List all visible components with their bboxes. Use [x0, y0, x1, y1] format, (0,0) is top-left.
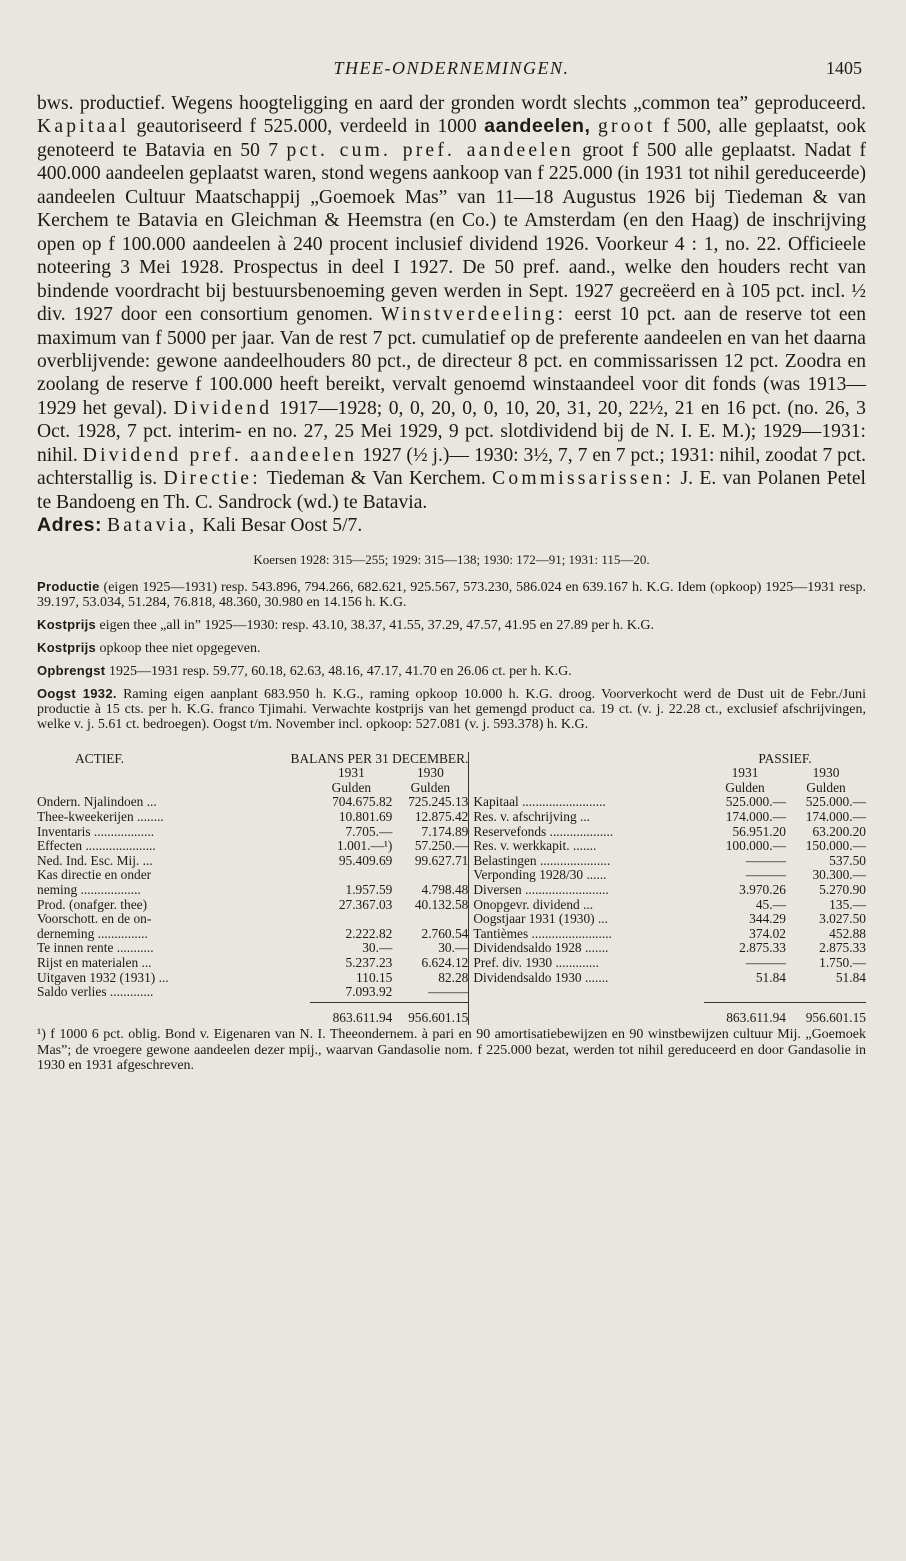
value-1931: 51.84 — [755, 969, 786, 985]
table-row — [473, 927, 866, 942]
value-1931: 374.02 — [749, 925, 786, 941]
heading-adres: Adres: — [37, 514, 103, 537]
value-1930: 537.50 — [829, 852, 866, 868]
text-run: 1927 (½ j.)— 1930: 3½, 7, 7 en 7 pct.; 1931: nihil, zoodat 7 pct. achterstallig is. — [37, 444, 866, 490]
table-row — [37, 927, 468, 942]
heading-dividend: Dividend — [173, 397, 273, 419]
value-1931: 56.951.20 — [732, 823, 786, 839]
text-run: 1917—1928; 0, 0, 20, 0, 0, 10, 20, 31, 20, 22½, 21 en 16 pct. (no. 26, 3 Oct. 1928, 7 pct. interim- en no. 27, 25 Mei 1929, 9 pct. slotdividend bij de N. I. E. M.); 1929—1931: nihil. — [37, 397, 866, 466]
value-1930: 6.624.12 — [421, 954, 469, 970]
table-row — [37, 810, 468, 825]
table-row — [473, 941, 866, 956]
row-label: Dividendsaldo 1928 ....... — [473, 941, 609, 956]
balance-header-row — [473, 752, 866, 767]
text-run: bws. productief. Wegens hoogteligging en aard der gronden wordt slechts „common tea” geproduceerd. — [37, 93, 866, 114]
row-label: Ned. Ind. Esc. Mij. ... — [37, 853, 153, 868]
note-productie — [37, 579, 866, 610]
table-row — [473, 810, 866, 825]
heading-dividend-pref: Dividend pref. aandeelen — [82, 444, 358, 466]
value-1930: 5.270.90 — [819, 881, 866, 897]
text-run: groot f 500 alle geplaatst. Nadat f 400.000 aandeelen geplaatst waren, stond wegens aankoop van f 225.000 (in 1931 tot nihil gereduceerde) aandeelen Cultuur Maatschappij „Goemoek Mas” van 11—18 Augustus 1926 bij Tiedeman & van Kerchem te Batavia en Gleichman & Heemstra (en Co.) te Amsterdam (en den Haag) de inschrijving open op f 100.000 aandeelen à 240 procent inclusief dividend 1926. Voorkeur 4 : 1, no. 22. Officieele noteering 3 Mei 1928. Prospectus in deel I 1927. De 50 pref. aand., welke den houders recht van bindende voordracht bij bestuursbenoeming geven werden in Sept. 1927 gecreëerd en à 105 pct. incl. ½ div. 1927 door een consortium genomen. — [37, 139, 866, 326]
row-label: Voorschott. en de on- — [37, 912, 152, 927]
value-1930: 51.84 — [835, 969, 866, 985]
value-1930: 40.132.58 — [414, 896, 469, 912]
row-label: Saldo verlies ............. — [37, 985, 154, 1000]
table-row — [37, 825, 468, 840]
heading-aandeelen: aandeelen, — [484, 115, 591, 138]
value-1931 — [310, 912, 392, 927]
value-1931: ——— — [745, 852, 786, 868]
value-1930: 2.760.54 — [421, 925, 469, 941]
text-batavia: Batavia, — [106, 515, 198, 537]
page-number: 1405 — [826, 58, 862, 78]
row-label: Tantièmes ........................ — [473, 926, 612, 941]
table-row — [473, 971, 866, 986]
row-label: Ondern. Njalindoen ... — [37, 795, 157, 810]
unit-label: Gulden — [410, 779, 451, 795]
value-1931 — [310, 868, 392, 883]
table-row — [37, 839, 468, 854]
value-1930: 30.— — [438, 940, 469, 956]
heading-pref-aandeelen: pct. cum. pref. aandeelen — [286, 139, 574, 161]
text-run: f 500, alle geplaatst, ook genoteerd te Batavia en 50 7 — [37, 116, 866, 161]
footnote: ¹) f 1000 6 pct. oblig. Bond v. Eigenaren van N. I. Theeondernem. à pari en 90 amortisatiebewijzen en 90 winstbewijzen cultuur Mij. „Goemoek Mas”; de vroegere gewone aandeelen dezer mpij., waarvan Gandasolie nom. f 225.000 bezat, werden tot nihil gereduceerd en door Gandasolie in 1930 en 1931 afgeschreven. — [37, 1027, 866, 1074]
value-1931: 7.705.— — [345, 823, 393, 839]
year-1931: 1931 — [337, 765, 365, 781]
value-1930: 174.000.— — [805, 808, 866, 824]
table-row — [473, 883, 866, 898]
value-1931: 3.970.26 — [739, 881, 786, 897]
row-label: derneming ............... — [37, 926, 148, 941]
value-1931: 10.801.69 — [338, 808, 393, 824]
row-label: Kas directie en onder — [37, 868, 152, 883]
value-1931: 1.001.—¹) — [337, 838, 393, 854]
value-1930: 82.28 — [438, 969, 469, 985]
value-1930: 4.798.48 — [421, 881, 469, 897]
balance-title: BALANS PER 31 DECEMBER. — [290, 750, 469, 766]
note-text: opkoop thee niet opgegeven. — [99, 640, 261, 656]
page-title: THEE-ONDERNEMINGEN. — [333, 58, 570, 78]
running-header — [37, 58, 866, 92]
total-1930: 956.601.15 — [408, 1009, 469, 1025]
row-label: neming .................. — [37, 882, 141, 897]
passief-rows — [473, 795, 866, 985]
note-text: Raming eigen aanplant 683.950 h. K.G., raming opkoop 10.000 h. K.G. droog. Voorverkocht werd de Dust uit de Febr./Juni productie à 15 cts. per h. K.G. franco Tjimahi. Verwachte kostprijs van het gemengd product ca. 19 ct. (v. j. 22.28 ct., exclusief afschrijvingen, welke v. j. 5.61 ct. bedroegen). Oogst t/m. November incl. opkoop: 527.081 (v. j. 593.378) h. K.G. — [37, 686, 867, 732]
value-1930: 452.88 — [829, 925, 866, 941]
text-run: J. E. van Polanen Petel te Bandoeng en Th. C. Sandrock (wd.) te Batavia. — [37, 468, 866, 513]
value-1931: 5.237.23 — [345, 954, 393, 970]
note-text: eigen thee „all in” 1925—1930: resp. 43.10, 38.37, 41.55, 37.29, 47.57, 41.95 en 27.89 per h. K.G. — [99, 617, 655, 633]
passief-total-row — [473, 1003, 866, 1026]
koersen-line: Koersen 1928: 315—255; 1929: 315—138; 1930: 172—91; 1931: 115—20. — [253, 551, 650, 567]
note-kostprijs-opkoop — [37, 640, 866, 656]
value-1931: 27.367.03 — [338, 896, 393, 912]
note-heading: Kostprijs — [37, 639, 97, 655]
row-label: Uitgaven 1932 (1931) ... — [37, 970, 169, 985]
row-label: Prod. (onafger. thee) — [37, 897, 148, 912]
text-run: geautoriseerd f 525.000, verdeeld in 1000 — [136, 116, 477, 138]
table-row — [473, 839, 866, 854]
note-text: (eigen 1925—1931) resp. 543.896, 794.266, 682.621, 925.567, 573.230, 586.024 en 639.167 h. K.G. Idem (opkoop) 1925—1931 resp. 39.197, 53.034, 51.284, 76.818, 48.360, 30.980 en 14.156 h. K.G. — [37, 579, 866, 610]
heading-directie: Directie: — [163, 468, 261, 490]
value-1931: ——— — [745, 954, 786, 970]
table-row — [37, 795, 468, 810]
company-description — [37, 92, 866, 538]
table-row — [37, 985, 468, 1000]
unit-row — [37, 781, 468, 796]
year-1930: 1930 — [812, 765, 840, 781]
value-1930: 525.000.— — [805, 794, 866, 810]
value-1931: 110.15 — [356, 969, 393, 985]
year-1930: 1930 — [416, 765, 444, 781]
table-row — [37, 956, 468, 971]
value-1931: 2.875.33 — [739, 940, 786, 956]
note-heading: Oogst 1932. — [37, 685, 117, 701]
row-label: Effecten ..................... — [37, 839, 156, 854]
table-row — [37, 941, 468, 956]
unit-label: Gulden — [725, 779, 765, 795]
balance-header-row — [37, 752, 468, 767]
row-label: Te innen rente ........... — [37, 941, 154, 956]
table-row — [37, 883, 468, 898]
row-label: Diversen ......................... — [473, 882, 609, 897]
value-1930 — [392, 868, 468, 883]
row-label: Thee-kweekerijen ........ — [37, 809, 164, 824]
value-1931: 45.— — [755, 896, 786, 912]
row-label: Verponding 1928/30 ...... — [473, 868, 607, 883]
note-text: 1925—1931 resp. 59.77, 60.18, 62.63, 48.16, 47.17, 41.70 en 26.06 ct. per h. K.G. — [108, 663, 572, 679]
value-1930 — [392, 912, 468, 927]
unit-label: Gulden — [806, 779, 846, 795]
table-row — [473, 898, 866, 913]
unit-label: Gulden — [331, 779, 372, 795]
row-label: Dividendsaldo 1930 ....... — [473, 970, 609, 985]
heading-kapitaal: Kapitaal — [37, 116, 129, 138]
total-1931: 863.611.94 — [726, 1009, 786, 1025]
row-label: Res. v. afschrijving ... — [473, 809, 591, 824]
text-groot: groot — [597, 116, 656, 138]
unit-row — [473, 781, 866, 796]
value-1931: 100.000.— — [725, 838, 786, 854]
value-1930: 12.875.42 — [414, 808, 469, 824]
balance-sheet — [37, 752, 866, 1026]
table-row — [473, 795, 866, 810]
value-1931: 344.29 — [749, 911, 786, 927]
table-row — [37, 898, 468, 913]
value-1930: 725.245.13 — [408, 794, 469, 810]
note-heading: Opbrengst — [37, 662, 106, 678]
value-1930: 30.300.— — [812, 867, 866, 883]
value-1931: 525.000.— — [725, 794, 786, 810]
table-row — [37, 854, 468, 869]
value-1931: 30.— — [362, 940, 393, 956]
row-label: Inventaris .................. — [37, 824, 155, 839]
balance-passief — [469, 752, 866, 1026]
value-1930: 2.875.33 — [819, 940, 866, 956]
note-heading: Kostprijs — [37, 616, 97, 632]
total-1931: 863.611.94 — [332, 1009, 393, 1025]
table-row — [37, 971, 468, 986]
heading-commissarissen: Commissarissen: — [492, 468, 675, 490]
value-1930: ——— — [428, 984, 469, 1000]
actief-total-row — [37, 1003, 468, 1026]
value-1931: 7.093.92 — [345, 984, 393, 1000]
table-row — [473, 825, 866, 840]
row-label: Kapitaal ......................... — [473, 795, 606, 810]
heading-winstverdeeling: Winstverdeeling: — [380, 304, 567, 326]
note-heading: Productie — [37, 578, 100, 594]
row-label: Onopgevr. dividend ... — [473, 897, 594, 912]
value-1930: 135.— — [829, 896, 866, 912]
value-1930: 63.200.20 — [812, 823, 866, 839]
balance-actief — [37, 752, 469, 1026]
table-row — [473, 956, 866, 971]
row-label: Reservefonds ................... — [473, 824, 614, 839]
year-row — [473, 766, 866, 781]
note-kostprijs — [37, 617, 866, 633]
table-row — [473, 868, 866, 883]
value-1931: 2.222.82 — [345, 925, 393, 941]
value-1930: 99.627.71 — [414, 852, 469, 868]
row-label: Belastingen ..................... — [473, 853, 611, 868]
value-1931: 174.000.— — [725, 808, 786, 824]
text-run: eerst 10 pct. aan de reserve tot een maximum van f 5000 per jaar. Van de rest 7 pct. cumulatief op de preferente aandeelen en van het daarna overblijvende: gewone aandeelhouders 80 pct., de directeur 8 pct. en commissarissen 12 pct. Zoodra en zoolang de reserve f 100.000 heeft bereikt, vervalt genoemd winstaandeel voor dit fonds (was 1913—1929 het geval). — [37, 304, 867, 419]
value-1930: 7.174.89 — [421, 823, 469, 839]
value-1931: ——— — [745, 867, 786, 883]
total-1930: 956.601.15 — [805, 1009, 866, 1025]
actief-rows — [37, 795, 468, 999]
row-label: Rijst en materialen ... — [37, 955, 152, 970]
value-1931: 95.409.69 — [338, 852, 393, 868]
note-opbrengst — [37, 663, 866, 679]
passief-label: PASSIEF. — [758, 750, 812, 766]
table-row — [37, 868, 468, 883]
actief-label: ACTIEF. — [75, 750, 125, 766]
value-1930: 3.027.50 — [819, 911, 866, 927]
text-run: Tiedeman & Van Kerchem. — [266, 468, 486, 490]
year-row — [37, 766, 468, 781]
value-1931: 704.675.82 — [332, 794, 393, 810]
value-1930: 57.250.— — [414, 838, 469, 854]
table-row — [473, 854, 866, 869]
value-1930: 150.000.— — [805, 838, 866, 854]
note-oogst — [37, 686, 866, 732]
value-1930: 1.750.— — [819, 954, 866, 970]
row-label: Pref. div. 1930 ............. — [473, 955, 599, 970]
table-row — [473, 912, 866, 927]
year-1931: 1931 — [731, 765, 759, 781]
row-label: Oogstjaar 1931 (1930) ... — [473, 912, 609, 927]
value-1931: 1.957.59 — [345, 881, 393, 897]
table-row — [37, 912, 468, 927]
row-label: Res. v. werkkapit. ....... — [473, 839, 597, 854]
text-run: Kali Besar Oost 5/7. — [202, 515, 363, 537]
